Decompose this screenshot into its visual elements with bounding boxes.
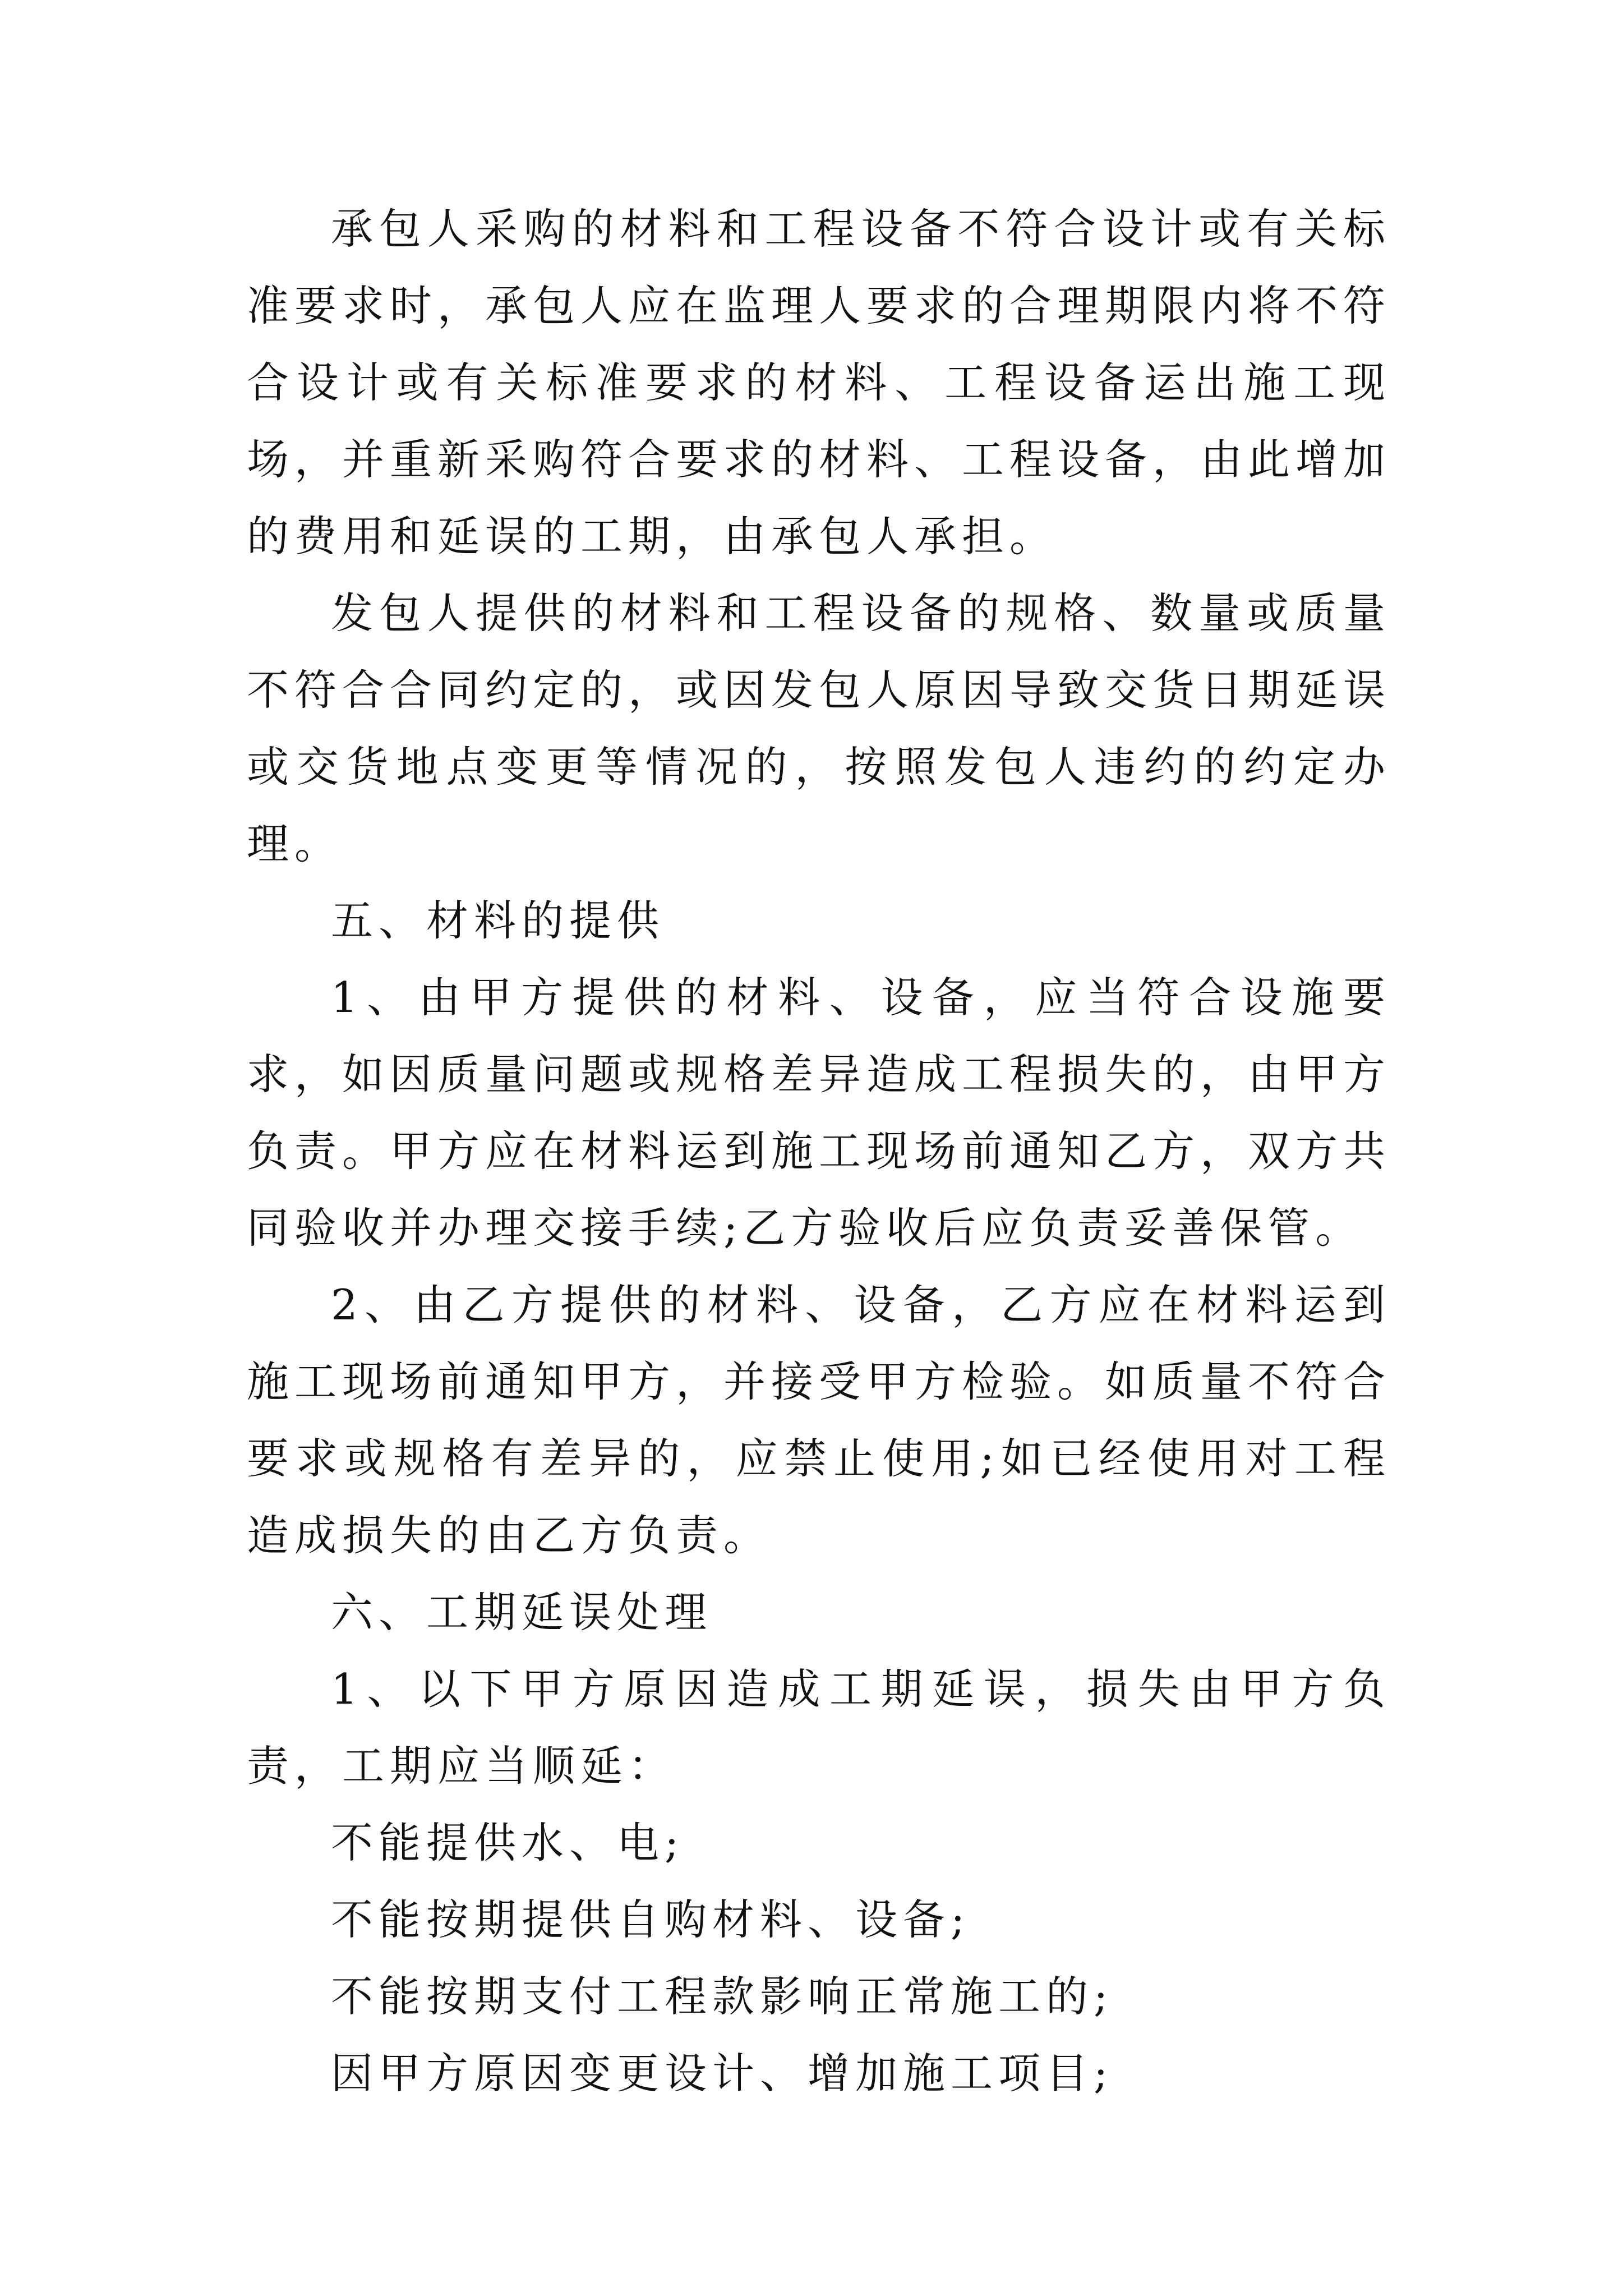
list-item-design-change: 因甲方原因变更设计、增加施工项目; xyxy=(331,2049,1114,2098)
list-item-materials-equipment: 不能按期提供自购材料、设备; xyxy=(331,1895,971,1944)
paragraph-employer-materials: 发包人提供的材料和工程设备的规格、数量或质量不符合合同约定的，或因发包人原因导致交货日期延误或交货地点变更等情况的，按照发包人违约的约定办理。 xyxy=(247,588,1391,868)
list-item-water-power: 不能提供水、电; xyxy=(331,1818,685,1867)
paragraph-item-2-party-b: 2、由乙方提供的材料、设备，乙方应在材料运到施工现场前通知甲方，并接受甲方检验。如质量不符合要求或规格有差异的，应禁止使用;如已经使用对工程造成损失的由乙方负责。 xyxy=(247,1280,1391,1560)
list-item-payment: 不能按期支付工程款影响正常施工的; xyxy=(331,1972,1114,2021)
paragraph-item-1-party-a: 1、由甲方提供的材料、设备，应当符合设施要求，如因质量问题或规格差异造成工程损失的，由甲方负责。甲方应在材料运到施工现场前通知乙方，双方共同验收并办理交接手续;乙方验收后应负责妥善保管。 xyxy=(247,973,1391,1253)
paragraph-delay-item-1: 1、以下甲方原因造成工期延误，损失由甲方负责，工期应当顺延： xyxy=(247,1664,1391,1791)
heading-section-five: 五、材料的提供 xyxy=(331,896,665,945)
heading-section-six: 六、工期延误处理 xyxy=(331,1588,713,1637)
document-body xyxy=(247,191,1391,2112)
paragraph-contractor-materials: 承包人采购的材料和工程设备不符合设计或有关标准要求时，承包人应在监理人要求的合理期限内将不符合设计或有关标准要求的材料、工程设备运出施工现场，并重新采购符合要求的材料、工程设备，由此增加的费用和延误的工期，由承包人承担。 xyxy=(247,204,1391,561)
